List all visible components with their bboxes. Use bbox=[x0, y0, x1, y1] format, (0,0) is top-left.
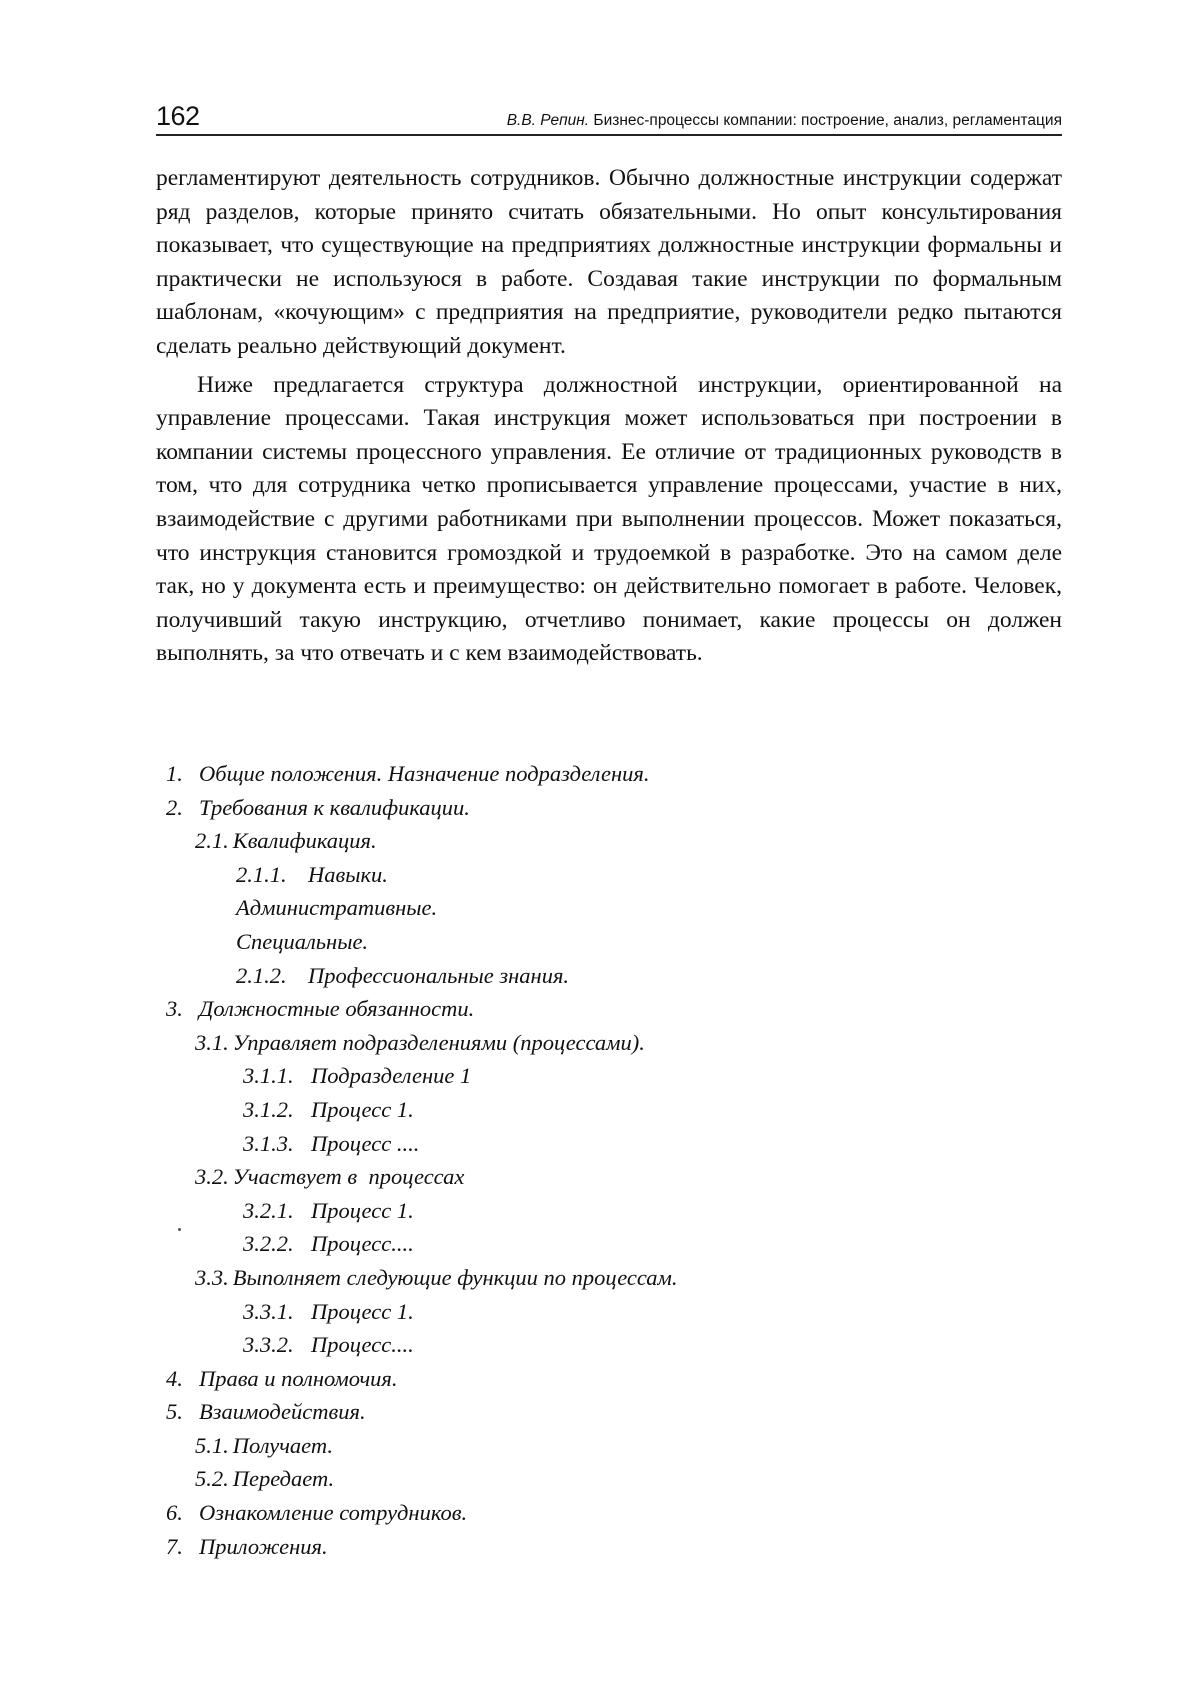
outline-item-number: 2.1. bbox=[195, 828, 229, 854]
outline-item-text: Права и полномочия. bbox=[199, 1365, 398, 1391]
outline-item bbox=[156, 757, 678, 791]
outline-item bbox=[156, 1530, 678, 1564]
outline-item-number: 3.2.2. bbox=[243, 1231, 294, 1257]
outline-item-number: 3.1.1. bbox=[243, 1063, 294, 1089]
paragraph-2: Ниже предлагается структура должностной инструкции, ориентированной на управление процессами. Такая инструкция может использоваться при построении в компании системы процессного управления. Ее отличие от традиционных руководств в том, что для сотрудника четко прописывается управление процессами, участие в них, взаимодействие с другими работниками при выполнении процессов. Может показаться, что инструкция становится громоздкой и трудоемкой в разработке. Это на самом деле так, но у документа есть и преимущество: он действительно помогает в работе. Человек, получивший такую инструкцию, отчетливо понимает, какие процессы он должен выполнять, за что отвечать и с кем взаимодействовать. bbox=[156, 371, 1062, 667]
outline-item bbox=[156, 858, 678, 892]
outline-item-number: 5.1. bbox=[195, 1432, 229, 1458]
outline-item-number: 3.3. bbox=[195, 1264, 229, 1290]
outline-item-number: 2.1.1. bbox=[236, 861, 287, 887]
outline-item bbox=[156, 1261, 678, 1295]
outline-item bbox=[156, 925, 678, 959]
outline-item-text: Процесс.... bbox=[311, 1231, 414, 1257]
outline-item-text: Получает. bbox=[232, 1432, 334, 1458]
outline-item-number: 3.1. bbox=[195, 1029, 229, 1055]
outline-item bbox=[156, 992, 678, 1026]
outline-item-text: Должностные обязанности. bbox=[199, 996, 475, 1022]
outline-item bbox=[156, 1194, 678, 1228]
outline-item-text: Подразделение 1 bbox=[311, 1063, 472, 1089]
outline-item-number: 6. bbox=[166, 1500, 183, 1526]
outline-item-number: 1. bbox=[166, 761, 183, 786]
outline-item bbox=[156, 1362, 678, 1396]
outline-item bbox=[156, 1328, 678, 1362]
outline-item-text: Процесс 1. bbox=[311, 1096, 414, 1122]
outline-item-number: 4. bbox=[166, 1365, 183, 1391]
outline-item-number: 5. bbox=[166, 1399, 183, 1425]
outline-item bbox=[156, 791, 678, 825]
outline-item bbox=[156, 1127, 678, 1161]
outline-item-text: Ознакомление сотрудников. bbox=[199, 1500, 468, 1526]
outline-item-number: 5.2. bbox=[195, 1466, 229, 1492]
running-header bbox=[156, 98, 1062, 136]
outline-item-text: Выполняет следующие функции по процессам. bbox=[232, 1264, 678, 1290]
outline-item bbox=[156, 891, 678, 925]
outline-item bbox=[156, 1160, 678, 1194]
outline-item bbox=[156, 1462, 678, 1496]
job-description-outline bbox=[156, 757, 678, 1563]
outline-item-number: 2.1.2. bbox=[236, 962, 287, 988]
scan-speck bbox=[178, 1228, 181, 1231]
outline-item-number: 3.3.1. bbox=[243, 1298, 294, 1324]
book-title: Бизнес-процессы компании: построение, анализ, регламентация bbox=[593, 112, 1062, 129]
outline-item bbox=[156, 1496, 678, 1530]
body-text bbox=[156, 162, 1062, 671]
outline-item bbox=[156, 1227, 678, 1261]
outline-item-number: 3.3.2. bbox=[243, 1332, 294, 1358]
outline-item-number: 3. bbox=[166, 996, 183, 1022]
outline-item-number: 3.1.3. bbox=[243, 1130, 294, 1156]
outline-item-text: Передает. bbox=[232, 1466, 335, 1492]
outline-item-number: 3.2.1. bbox=[243, 1197, 294, 1223]
outline-item-text: Навыки. bbox=[308, 861, 388, 887]
outline-item-text: Процесс 1. bbox=[311, 1197, 414, 1223]
outline-item-text: Квалификация. bbox=[232, 828, 377, 854]
running-title bbox=[507, 112, 1062, 130]
outline-item-text: Общие положения. Назначение подразделения. bbox=[199, 761, 650, 786]
outline-item-text: Административные. bbox=[236, 895, 438, 921]
outline-item-text: Требования к квалификации. bbox=[199, 794, 470, 820]
outline-item-number: 7. bbox=[166, 1533, 183, 1559]
outline-item bbox=[156, 824, 678, 858]
outline-item bbox=[156, 1026, 678, 1060]
outline-item-text: Управляет подразделениями (процессами). bbox=[232, 1029, 645, 1055]
outline-item-text: Процесс.... bbox=[311, 1332, 414, 1358]
outline-item bbox=[156, 1295, 678, 1329]
outline-item-number: 3.1.2. bbox=[243, 1096, 294, 1122]
outline-item-text: Процесс 1. bbox=[311, 1298, 414, 1324]
outline-item-number: 3.2. bbox=[195, 1164, 229, 1190]
outline-item-text: Взаимодействия. bbox=[199, 1399, 366, 1425]
outline-item bbox=[156, 1059, 678, 1093]
page-number: 162 bbox=[156, 101, 200, 131]
outline-item bbox=[156, 1429, 678, 1463]
outline-item-text: Специальные. bbox=[236, 928, 369, 954]
outline-item bbox=[156, 1395, 678, 1429]
outline-item bbox=[156, 959, 678, 993]
author-name: В.В. Репин. bbox=[506, 112, 590, 129]
outline-item-text: Участвует в процессах bbox=[232, 1164, 465, 1190]
paragraph-1: регламентируют деятельность сотрудников. Обычно должностные инструкции содержат ряд разделов, которые принято считать обязательными. Но опыт консультирования показывает, что существующие на предприятиях должностные инструкции формальны и практически не используюся в работе. Создавая такие инструкции по формальным шаблонам, «кочующим» с предприятия на предприятие, руководители редко пытаются сделать реально действующий документ. bbox=[156, 165, 1062, 359]
outline-item-text: Профессиональные знания. bbox=[308, 962, 570, 988]
outline-item bbox=[156, 1093, 678, 1127]
outline-item-number: 2. bbox=[166, 794, 183, 820]
outline-item-text: Процесс .... bbox=[311, 1130, 420, 1156]
outline-item-text: Приложения. bbox=[199, 1533, 328, 1559]
